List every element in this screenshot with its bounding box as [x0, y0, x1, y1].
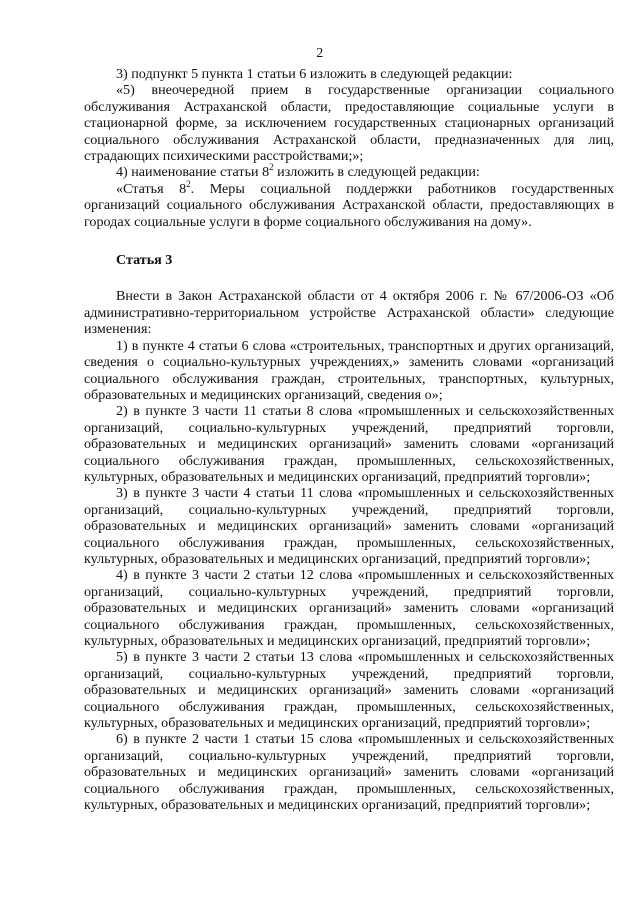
paragraph-amend-item-3: 3) подпункт 5 пункта 1 статьи 6 изложить в следующей редакции:	[116, 66, 513, 82]
page-number: 2	[316, 46, 324, 61]
list-item: 6) в пункте 2 части 1 статьи 15 слова «промышленных и сельскохозяйственных организаций, социально-культурных учреждений, предприятий торговли, образовательных и медицинских организаций» заменить словами «организаций социального обслуживания граждан, промышленных, сельскохозяйственных, культурных, образовательных и медицинских организаций, предприятий торговли»;	[84, 731, 614, 814]
text-fragment: . Меры социальной поддержки работников государственных организаций социального обслуживания Астраханской области, предоставляющих в городах социальные услуги в форме социального обслуживания на дому».	[84, 180, 615, 230]
list-item: 2) в пункте 3 части 11 статьи 8 слова «промышленных и сельскохозяйственных организаций, социально-культурных учреждений, предприятий торговли, образовательных и медицинских организаций» заменить словами «организаций социального обслуживания граждан, промышленных, сельскохозяйственных, культурных, образовательных и медицинских организаций, предприятий торговли»;	[84, 403, 614, 485]
superscript: 2	[186, 178, 191, 189]
text-fragment: 4) наименование статьи 8	[116, 164, 270, 181]
paragraph-amend-item-4	[84, 164, 614, 180]
paragraph-new-subitem-5: «5) внеочередной прием в государственные организации социального обслуживания Астраханской области, предоставляющие социальные услуги в стационарной форме, за исключением государственных стационарных организаций социального обслуживания Астраханской области, предназначенных для лиц, страдающих психическими расстройствами;»;	[84, 82, 614, 165]
document-body	[84, 66, 614, 813]
superscript: 2	[269, 162, 274, 173]
list-item: 1) в пункте 4 статьи 6 слова «строительных, транспортных и других организаций, сведения о социально-культурных учреждениях,» заменить словами «организаций социального обслуживания граждан, строительных, транспортных, культурных, образовательных и медицинских организаций, сведения о»;	[84, 337, 614, 403]
article-intro: Внести в Закон Астраханской области от 4 октября 2006 г. № 67/2006-ОЗ «Об административно-территориальном устройстве Астраханской области» следующие изменения:	[84, 288, 614, 338]
list-item: 5) в пункте 3 части 2 статьи 13 слова «промышленных и сельскохозяйственных организаций, социально-культурных учреждений, предприятий торговли, образовательных и медицинских организаций» заменить словами «организаций социального обслуживания граждан, промышленных, сельскохозяйственных, культурных, образовательных и медицинских организаций, предприятий торговли»;	[84, 649, 614, 732]
list-item: 4) в пункте 3 части 2 статьи 12 слова «промышленных и сельскохозяйственных организаций, социально-культурных учреждений, предприятий торговли, образовательных и медицинских организаций» заменить словами «организаций социального обслуживания граждан, промышленных, сельскохозяйственных, культурных, образовательных и медицинских организаций, предприятий торговли»;	[84, 567, 614, 649]
text-fragment: изложить в следующей редакции:	[273, 164, 480, 181]
article-heading: Статья 3	[116, 252, 173, 269]
text-fragment: «Статья 8	[116, 180, 187, 197]
paragraph-new-article-title	[84, 178, 615, 230]
list-item: 3) в пункте 3 части 4 статьи 11 слова «промышленных и сельскохозяйственных организаций, социально-культурных учреждений, предприятий торговли, образовательных и медицинских организаций» заменить словами «организаций социального обслуживания граждан, промышленных, сельскохозяйственных, культурных, образовательных и медицинских организаций, предприятий торговли»;	[84, 485, 614, 567]
